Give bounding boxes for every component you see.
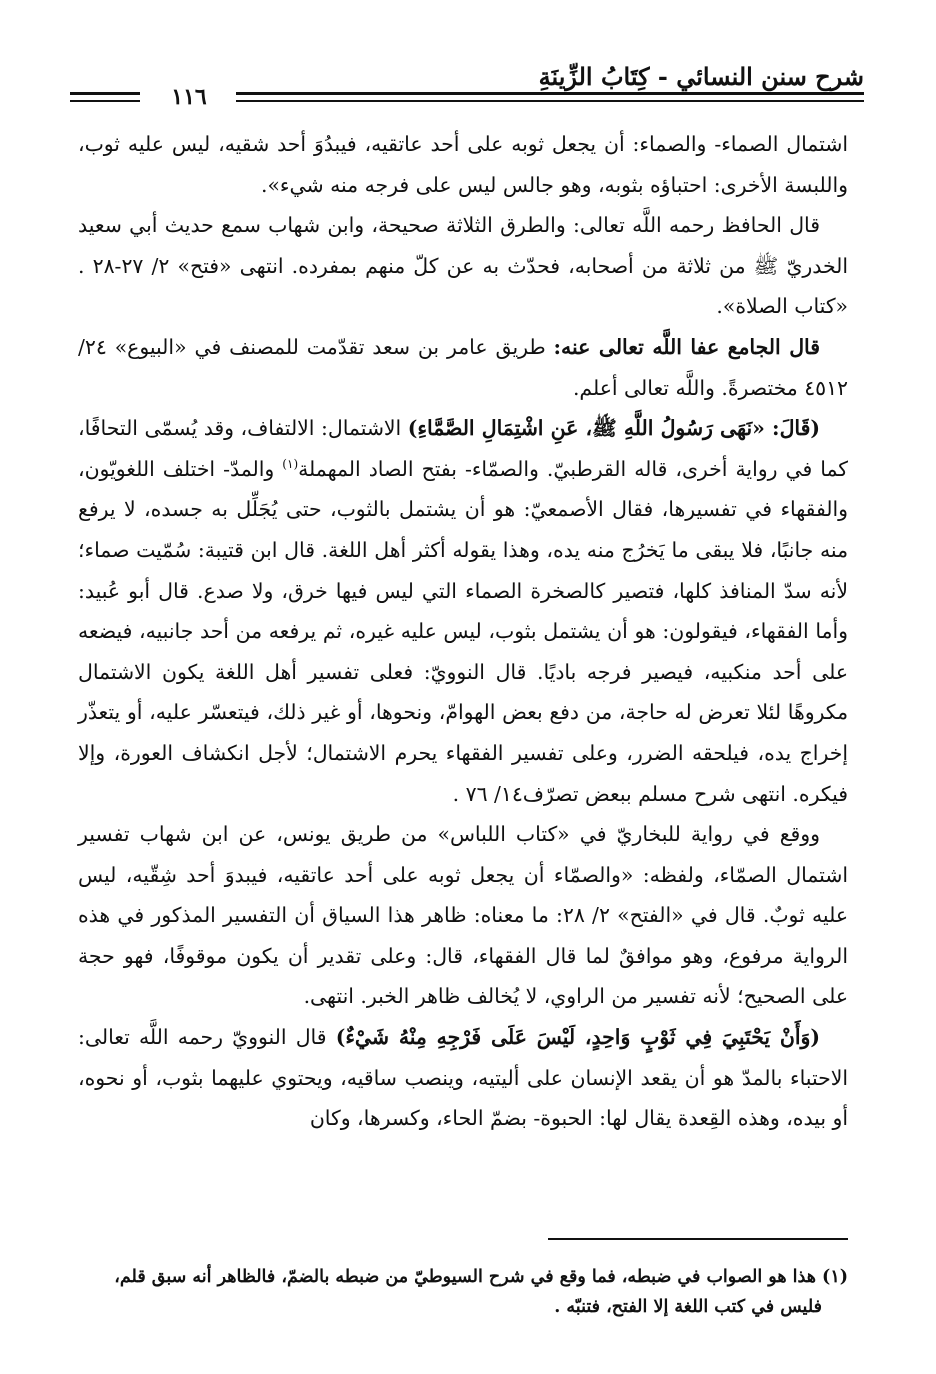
- paragraph-4: [78, 408, 848, 814]
- footnote-reference: (١): [282, 456, 299, 471]
- main-text: [78, 124, 848, 1139]
- footnote-text: هذا هو الصواب في ضبطه، فما وقع في شرح السيوطيّ من ضبطه بالضمّ، فالظاهر أنه سبق قلم،: [114, 1267, 823, 1287]
- header-rule-left: [70, 92, 140, 102]
- paragraph-1: [78, 124, 848, 205]
- footnote-1-continued: [78, 1292, 848, 1322]
- author-note-lead: قال الجامع عفا اللَّه تعالى عنه:: [553, 334, 820, 359]
- paragraph-text: الاشتمال: الالتفاف، وقد يُسمّى التحافًا، كما في رواية أخرى، قاله القرطبيّ. والصمّاء- بفتح الصاد المهملة: [78, 416, 848, 481]
- paragraph-6: [78, 1017, 848, 1139]
- footnote-1: [78, 1262, 848, 1292]
- running-head: شرح سنن النسائي - كِتَابُ الزِّينَةِ: [538, 62, 864, 91]
- paragraph-5: [78, 814, 848, 1017]
- paragraph-2: [78, 205, 848, 327]
- paragraph-text: اشتمال الصماء- والصماء: أن يجعل ثوبه على أحد عاتقيه، فيبدُوَ أحد شقيه، ليس عليه ثوب، واللبسة الأخرى: احتباؤه بثوبه، وهو جالس ليس على فرجه منه شيء».: [78, 132, 848, 197]
- paragraph-3: [78, 327, 848, 408]
- page-number: ١١٦: [142, 84, 236, 110]
- hadith-quote: (وَأَنْ يَحْتَبِيَ فِي ثَوْبٍ وَاحِدٍ، لَيْسَ عَلَى فَرْجِهِ مِنْهُ شَيْءٌ): [335, 1025, 820, 1050]
- footnote-marker: (١): [822, 1267, 848, 1287]
- paragraph-text: قال النوويّ رحمه اللَّه تعالى: الاحتباء بالمدّ هو أن يقعد الإنسان على أليتيه، وينصب ساقيه، ويحتوي عليهما بثوب، أو نحوه، أو بيده، وهذه القِعدة يقال لها: الحبوة- بضمّ الحاء، وكسرها، وكان: [78, 1025, 848, 1131]
- page-header: [60, 56, 864, 108]
- footnote-text-continued: فليس في كتب اللغة إلا الفتح، فتنبّه .: [554, 1297, 822, 1317]
- hadith-quote: (قَالَ: «نَهَى رَسُولُ اللَّهِ ﷺ، عَنِ اشْتِمَالِ الصَّمَّاءِ): [407, 416, 820, 441]
- paragraph-text: قال الحافظ رحمه اللَّه تعالى: والطرق الثلاثة صحيحة، وابن شهاب سمع حديث أبي سعيد الخدريّ ﷺ من ثلاثة من أصحابه، فحدّث به عن كلّ منهم بمفرده. انتهى «فتح» ٢/ ٢٧-٢٨ . «كتاب الصلاة».: [78, 213, 848, 319]
- header-rule-right: [232, 92, 864, 102]
- footnote-separator: [548, 1238, 848, 1240]
- paragraph-text: طريق عامر بن سعد تقدّمت للمصنف في «البيوع» ٢٤/ ٤٥١٢ مختصرةً. واللَّه تعالى أعلم.: [78, 334, 848, 400]
- paragraph-text-continued: والمدّ- اختلف اللغويّون، والفقهاء في تفسيرها، فقال الأصمعيّ: هو أن يشتمل بالثوب، حتى يُجَلِّل به جسده، لا يرفع منه جانبًا، فلا يبقى ما يَخرُج منه يده، وهذا يقوله أكثر أهل اللغة. قال ابن قتيبة: سُمّيت صماء؛ لأنه سدّ المنافذ كلها، فتصير كالصخرة الصماء التي ليس فيها خرق، ولا صدع. قال أبو عُبيد: وأما الفقهاء، فيقولون: هو أن يشتمل بثوب، ليس عليه غيره، ثم يرفعه من أحد جانبيه، فيضعه على أحد منكبيه، فيصير فرجه باديًا. قال النوويّ: فعلى تفسير أهل اللغة يكون الاشتمال مكروهًا لئلا تعرض له حاجة، من دفع بعض الهوامّ، ونحوها، أو غير ذلك، فيتعسّر عليه، أو يتعذّر إخراج يده، فيلحقه الضرر، وعلى تفسير الفقهاء يحرم الاشتمال؛ لأجل انكشاف العورة، وإلا فيكره. انتهى شرح مسلم ببعض تصرّف١٤/ ٧٦ .: [78, 456, 848, 806]
- footnotes: [78, 1262, 848, 1322]
- paragraph-text: ووقع في رواية للبخاريّ في «كتاب اللباس» من طريق يونس، عن ابن شهاب تفسير اشتمال الصمّاء، ولفظه: «والصمّاء أن يجعل ثوبه على أحد عاتقيه، فيبدوَ أحد شِقّيه، ليس عليه ثوبٌ. قال في «الفتح» ٢/ ٢٨: ما معناه: ظاهر هذا السياق أن التفسير المذكور في هذه الرواية مرفوع، وهو موافقٌ لما قال الفقهاء، قال: وعلى تقدير أن يكون موقوفًا، فهو حجة على الصحيح؛ لأنه تفسير من الراوي، لا يُخالف ظاهر الخبر. انتهى.: [78, 822, 848, 1009]
